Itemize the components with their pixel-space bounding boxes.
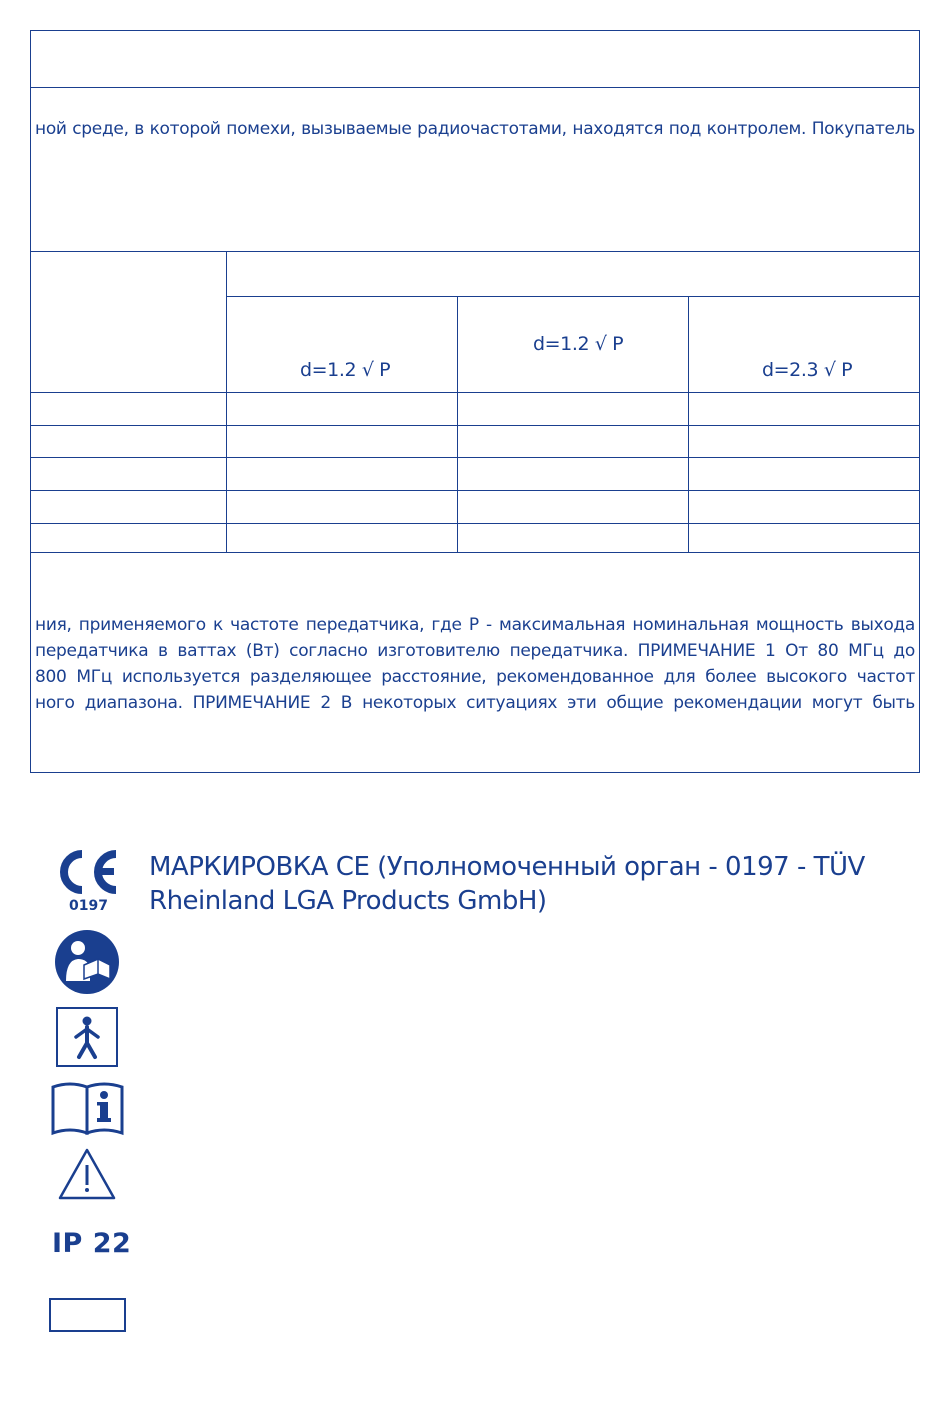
table-rule xyxy=(30,457,920,458)
warning-icon xyxy=(57,1147,117,1201)
formula-col1: d=1.2 √ P xyxy=(300,359,391,381)
table-rule xyxy=(30,392,920,393)
notes-line: ного диапазона. ПРИМЕЧАНИЕ 2 В некоторых ситуациях эти общие рекомендации могут быть xyxy=(35,693,915,713)
notes-line: передатчика в ваттах (Вт) согласно изготовителю передатчика. ПРИМЕЧАНИЕ 1 От 80 МГц до xyxy=(35,641,915,661)
formula-col3: d=2.3 √ P xyxy=(762,359,853,381)
notes-line: ния, применяемого к частоте передатчика, где P - максимальная номинальная мощность выхода xyxy=(35,615,915,635)
ip-rating-text: IP 22 xyxy=(52,1228,132,1259)
table-rule xyxy=(30,425,920,426)
table-intro-line: ной среде, в которой помехи, вызываемые радиочастотами, находятся под контролем. Покупатель xyxy=(35,119,915,139)
instructions-info-icon xyxy=(50,1081,126,1137)
table-rule xyxy=(30,87,920,88)
table-rule xyxy=(226,296,920,297)
table-rule xyxy=(30,490,920,491)
table-rule xyxy=(30,251,920,252)
type-b-applied-part-icon xyxy=(56,1007,118,1067)
ce-description xyxy=(149,850,865,918)
ce-number: 0197 xyxy=(69,898,108,914)
table-rule xyxy=(457,296,458,552)
formula-col2: d=1.2 √ P xyxy=(533,333,624,355)
table-rule xyxy=(30,523,920,524)
ce-text-line: МАРКИРОВКА CE (Уполномоченный орган - 0197 - TÜV xyxy=(149,852,865,882)
ce-mark-icon xyxy=(52,848,122,918)
table-rule xyxy=(688,296,689,552)
notes-line: 800 МГц используется разделяющее расстояние, рекомендованное для более высокого частот xyxy=(35,667,915,687)
table-notes xyxy=(35,612,915,716)
table-rule xyxy=(226,251,227,552)
ce-text-line: Rheinland LGA Products GmbH) xyxy=(149,886,547,916)
read-manual-icon xyxy=(54,929,120,995)
fuse-box-icon xyxy=(49,1298,126,1332)
table-rule xyxy=(30,552,920,553)
